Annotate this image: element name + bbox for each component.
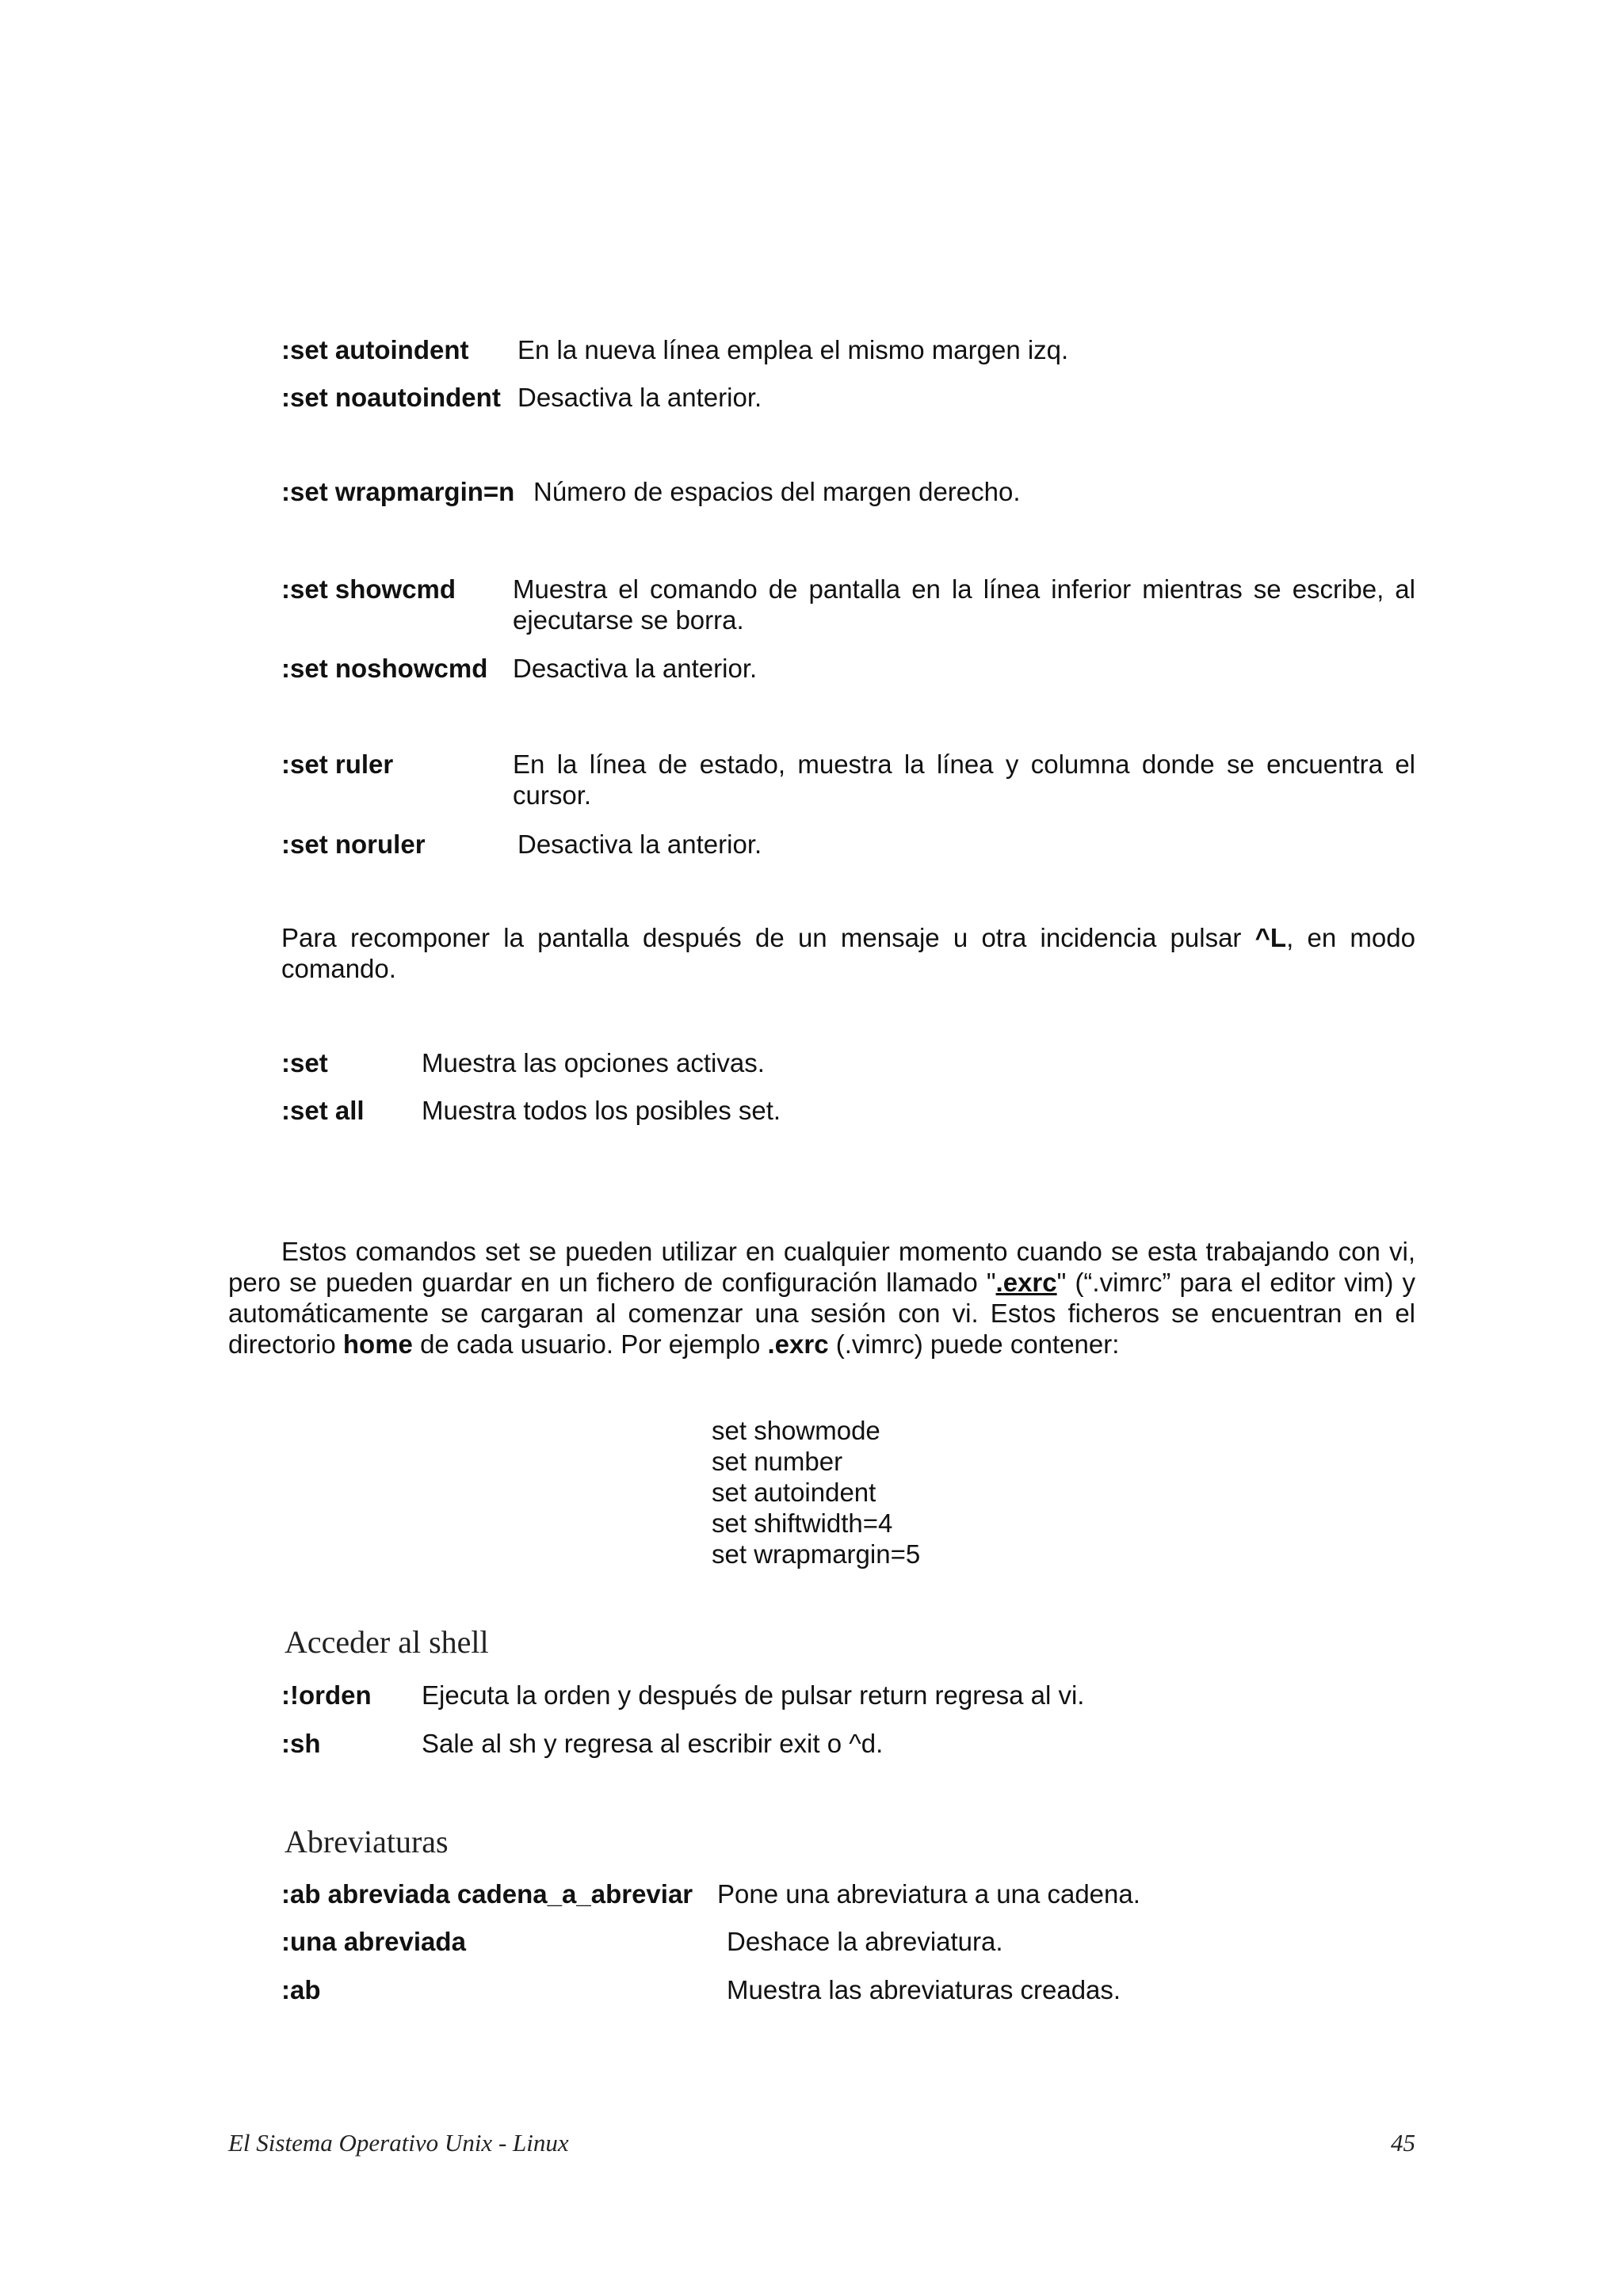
- cmd-sh: :sh: [281, 1729, 321, 1758]
- desc-ab-define: Pone una abreviatura a una cadena.: [717, 1879, 1140, 1909]
- exrc-filename: .exrc: [995, 1268, 1057, 1297]
- desc-sh: Sale al sh y regresa al escribir exit o ^d.: [422, 1729, 884, 1758]
- desc-set-autoindent: En la nueva línea emplea el mismo margen izq.: [517, 335, 1069, 364]
- example-line: set wrapmargin=5: [712, 1539, 921, 1569]
- cmd-set-showcmd: :set showcmd: [281, 574, 456, 604]
- cmd-set-noshowcmd: :set noshowcmd: [281, 654, 488, 683]
- home-directory: home: [342, 1329, 413, 1359]
- cmd-ab-define: :ab abreviada cadena_a_abreviar: [281, 1879, 693, 1909]
- desc-una: Deshace la abreviatura.: [727, 1927, 1003, 1956]
- paragraph-text-1: Estos comandos set se pueden utilizar en cualquier momento cuando se esta trabajando con vi, pero se pueden guardar en un fichero de configuración llamado ": [228, 1237, 1415, 1297]
- desc-set-noautoindent: Desactiva la anterior.: [517, 383, 762, 412]
- cmd-orden: :!orden: [281, 1680, 372, 1710]
- desc-set-wrapmargin: Número de espacios del margen derecho.: [533, 477, 1021, 506]
- example-line: set shiftwidth=4: [712, 1508, 893, 1538]
- cmd-set: :set: [281, 1048, 328, 1077]
- recompose-text-before: Para recomponer la pantalla después de un mensaje u otra incidencia pulsar: [281, 923, 1255, 952]
- cmd-set-ruler: :set ruler: [281, 749, 394, 779]
- desc-set-noruler: Desactiva la anterior.: [517, 830, 762, 859]
- cmd-set-all: :set all: [281, 1096, 365, 1125]
- footer-title: El Sistema Operativo Unix - Linux: [228, 2129, 569, 2157]
- desc-set-all: Muestra todos los posibles set.: [422, 1096, 781, 1125]
- desc-set-noshowcmd: Desactiva la anterior.: [513, 654, 758, 683]
- config-paragraph: [228, 1236, 1415, 1360]
- desc-set-showcmd: Muestra el comando de pantalla en la línea inferior mientras se escribe, al ejecutarse se borra.: [513, 574, 1415, 635]
- heading-shell: Acceder al shell: [285, 1624, 489, 1660]
- paragraph-text-4: (.vimrc) puede contener:: [828, 1329, 1120, 1359]
- paragraph-text-3: de cada usuario. Por ejemplo: [412, 1329, 768, 1359]
- desc-set-ruler: En la línea de estado, muestra la línea y columna donde se encuentra el cursor.: [513, 749, 1415, 810]
- example-line: set autoindent: [712, 1478, 876, 1507]
- desc-set: Muestra las opciones activas.: [422, 1048, 765, 1077]
- cmd-set-autoindent: :set autoindent: [281, 335, 469, 364]
- exrc-filename-2: .exrc: [767, 1329, 829, 1359]
- paragraph-text-2: " (“.vimrc” para el editor vim) y automáticamente se cargaran al comenzar una sesión con vi. Estos ficheros se encuentran en el directorio: [228, 1268, 1416, 1359]
- desc-ab-list: Muestra las abreviaturas creadas.: [727, 1975, 1121, 2004]
- cmd-ab-list: :ab: [281, 1975, 321, 2004]
- cmd-set-noautoindent: :set noautoindent: [281, 383, 501, 412]
- example-line: set showmode: [712, 1416, 880, 1445]
- cmd-set-noruler: :set noruler: [281, 830, 426, 859]
- example-line: set number: [712, 1447, 843, 1476]
- page-number: 45: [1391, 2129, 1415, 2157]
- heading-abbreviations: Abreviaturas: [285, 1824, 449, 1859]
- cmd-set-wrapmargin: :set wrapmargin=n: [281, 477, 515, 506]
- recompose-paragraph: [281, 922, 1415, 984]
- desc-orden: Ejecuta la orden y después de pulsar return regresa al vi.: [422, 1680, 1085, 1710]
- cmd-una: :una abreviada: [281, 1927, 466, 1956]
- recompose-key: ^L: [1254, 923, 1287, 952]
- recompose-text-after: , en modo comando.: [281, 923, 1415, 983]
